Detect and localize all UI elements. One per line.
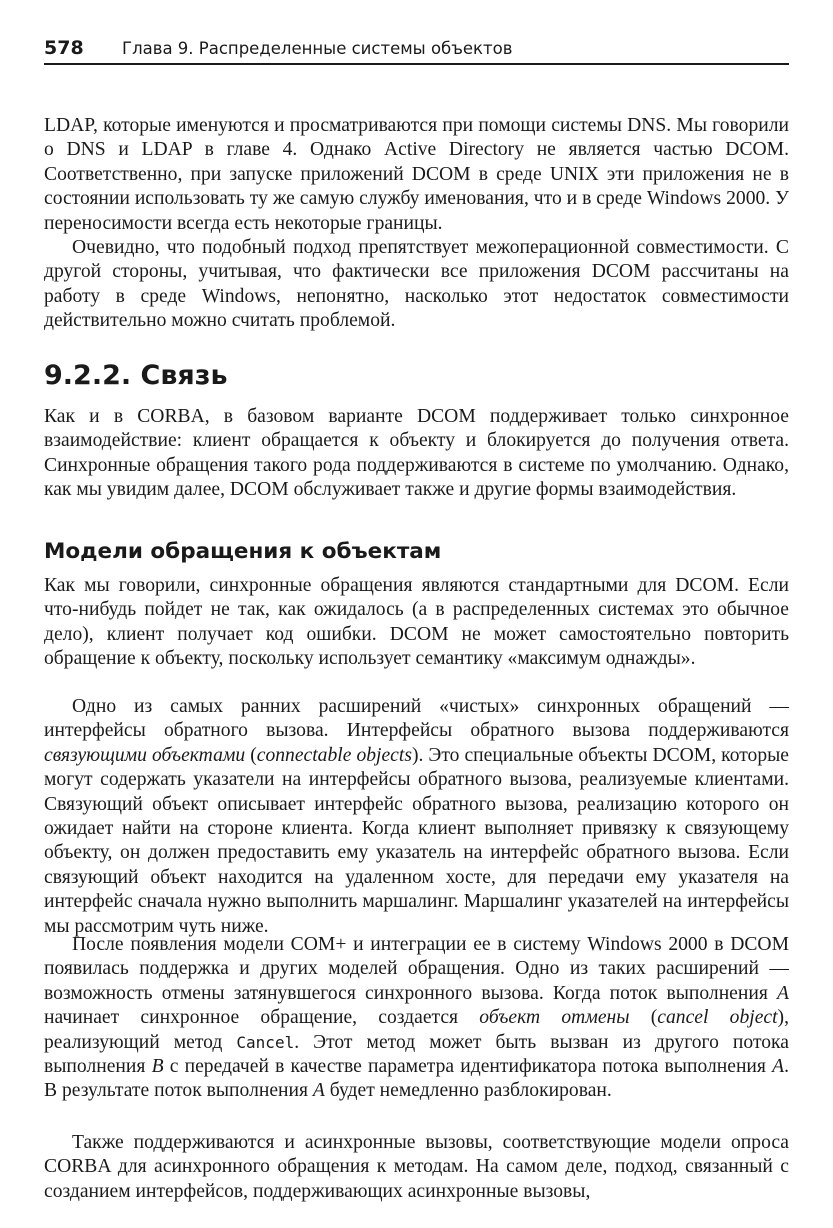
thread-var-a: A bbox=[312, 1080, 325, 1102]
text-run: Одно из самых ранних расширений «чистых» синхронных обращений — интерфейсы обратного вызова. Интерфейсы обратного вызова поддерживаются bbox=[44, 696, 789, 742]
term-cancel-object-en: cancel object bbox=[657, 1007, 778, 1029]
text-run: будет немедленно разблокирован. bbox=[324, 1080, 612, 1102]
paragraph-callback-interfaces bbox=[44, 695, 789, 939]
subsection-heading: Модели обращения к объектам bbox=[44, 539, 442, 564]
method-name-cancel: Cancel bbox=[236, 1032, 295, 1052]
paragraph-interoperability: Очевидно, что подобный подход препятствует межоперационной совместимости. С другой стороны, учитывая, что фактически все приложения DCOM рассчитаны на работу в среде Windows, непонятно, насколько этот недостаток совместимости действительно можно считать проблемой. bbox=[44, 237, 789, 332]
text-run: начинает синхронное обращение, создается bbox=[44, 1007, 480, 1029]
thread-var-b: B bbox=[151, 1056, 164, 1078]
text-run: с передачей в качестве параметра идентификатора потока выполнения bbox=[163, 1056, 773, 1078]
text-run: ( bbox=[245, 744, 257, 766]
page-number: 578 bbox=[44, 37, 84, 59]
term-connectable-objects-ru: связующими объектами bbox=[44, 744, 246, 766]
chapter-title: Глава 9. Распределенные системы объектов bbox=[122, 39, 513, 58]
text-run: . Этот метод может быть вызван из другого потока выполнения bbox=[44, 1031, 789, 1078]
section-heading: 9.2.2. Связь bbox=[44, 360, 228, 391]
running-header bbox=[44, 33, 789, 65]
text-run: ( bbox=[629, 1007, 658, 1029]
term-cancel-object-ru: объект отмены bbox=[479, 1007, 630, 1029]
thread-var-a: A bbox=[777, 982, 789, 1004]
paragraph-cancel-object bbox=[44, 933, 789, 1104]
paragraph-sync-calls: Как мы говорили, синхронные обращения являются стандартными для DCOM. Если что-нибудь пойдет не так, как ожидалось (а в распределенных системах это обычное дело), клиент получает код ошибки. DCOM не может самостоятельно повторить обращение к объекту, поскольку использует семантику «максимум однажды». bbox=[44, 575, 789, 670]
paragraph-ldap-dns: LDAP, которые именуются и просматриваются при помощи системы DNS. Мы говорили о DNS и LDAP в главе 4. Однако Active Directory не является частью DCOM. Соответственно, при запуске приложений DCOM в среде UNIX эти приложения не в состоянии использовать ту же самую службу именования, что и в среде Windows 2000. У переносимости всегда есть некоторые границы. bbox=[44, 115, 789, 234]
thread-var-a: A bbox=[772, 1056, 785, 1078]
term-connectable-objects-en: connectable objects bbox=[256, 744, 412, 766]
paragraph-communication: Как и в CORBA, в базовом варианте DCOM поддерживает только синхронное взаимодействие: клиент обращается к объекту и блокируется до получения ответа. Синхронные обращения такого рода поддерживаются в системе по умолчанию. Однако, как мы увидим далее, DCOM обслуживает также и другие формы взаимодействия. bbox=[44, 406, 789, 501]
paragraph-async-calls: Также поддерживаются и асинхронные вызовы, соответствующие модели опроса CORBA для асинхронного обращения к методам. На самом деле, подход, связанный с созданием интерфейсов, поддерживающих асинхронные вызовы, bbox=[44, 1132, 789, 1202]
text-run: . В результате поток выполнения bbox=[44, 1056, 789, 1102]
text-run: ), реализующий метод bbox=[44, 1007, 789, 1053]
text-run: ). Это специальные объекты DCOM, которые могут содержать указатели на интерфейсы обратного вызова, реализуемые клиентами. Связующий объект описывает интерфейс обратного вызова, реализацию которого он ожидает найти на стороне клиента. Когда клиент выполняет привязку к связующему объекту, он должен предоставить ему указатель на интерфейс обратного вызова. Если связующий объект находится на удаленном хосте, для передачи ему указателя на интерфейс сначала нужно выполнить маршалинг. Маршалинг указателей на интерфейсы мы рассмотрим чуть ниже. bbox=[44, 744, 789, 937]
text-run: После появления модели COM+ и интеграции ее в систему Windows 2000 в DCOM появилась поддержка и других моделей обращения. Одно из таких расширений — возможность отмены затянувшегося синхронного вызова. Когда поток выполнения bbox=[44, 934, 789, 1004]
